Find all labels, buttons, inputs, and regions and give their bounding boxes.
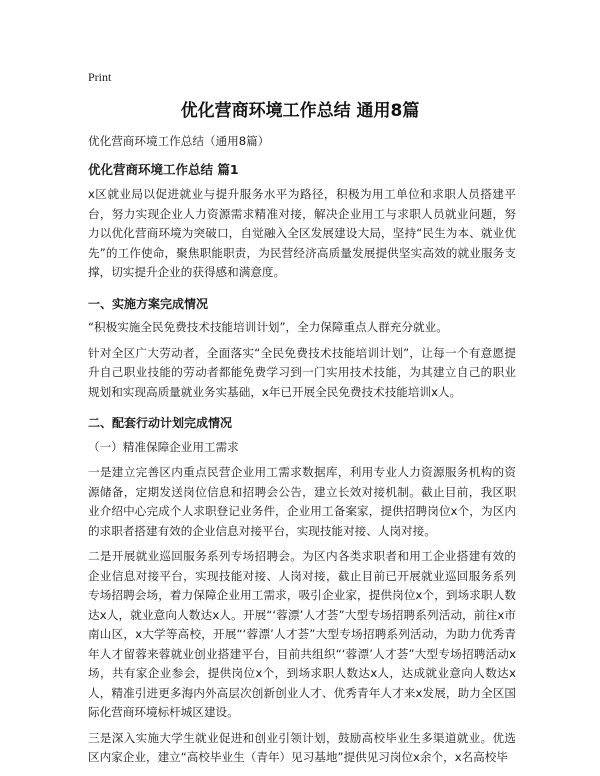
section-heading-2: 二、配套行动计划完成情况	[88, 416, 233, 430]
section2-subheading: （一）精准保障企业用工需求	[88, 439, 239, 454]
page-title: 优化营商环境工作总结 通用8篇	[180, 101, 420, 121]
section1-paragraph: 针对全区广大劳动者，全面落实“全民免费技术技能培训计划”，让每一个有意愿提升自己职业技能的劳动者都能免费学习到一门实用技术技能，为其建立自己的职业规划和实现高质量就业务实基础，x年已开展全民免费技术技能培训x人。	[88, 345, 516, 399]
section2-paragraph-2: 二是开展就业巡回服务系列专场招聘会。为区内各类求职者和用工企业搭建有效的企业信息对接平台，实现技能对接、人岗对接，截止目前已开展就业巡回服务系列专场招聘会场，着力保障企业用工需求，吸引企业家，提供岗位x个，到场求职人数达x人，就业意向人数达x人。开展“‘蓉漂’人才荟”大型专场招聘系列活动，前往x市南山区，x大学等高校，开展“‘蓉漂’人才荟”大型专场招聘系列活动，为助力优秀青年人才留蓉来蓉就业创业搭建平台，目前共组织“‘蓉漂’人才荟”大型专场招聘活动x场，共有家企业参会，提供岗位x个，到场求职人数达x人，达成就业意向人数达x人，精准引进更多海内外高层次创新创业人才、优秀青年人才来x发展，助力全区国际化营商环境标杆城区建设。	[88, 549, 516, 719]
article-heading: 优化营商环境工作总结 篇1	[88, 161, 239, 177]
document-subtitle: 优化营商环境工作总结（通用8篇）	[88, 134, 270, 148]
document-body	[88, 132, 516, 774]
section1-quote: “积极实施全民免费技术技能培训计划”，全力保障重点人群充分就业。	[88, 320, 448, 334]
section2-paragraph-1: 一是建立完善区内重点民营企业用工需求数据库，利用专业人力资源服务机构的资源储备，定期发送岗位信息和招聘会公告，建立长效对接机制。截止目前，我区职业介绍中心完成个人求职登记业务件，企业用工备案家，提供招聘岗位x个，为区内的求职者搭建有效的企业信息对接平台，实现技能对接、人岗对接。	[88, 465, 516, 538]
section2-paragraph-3: 三是深入实施大学生就业促进和创业引领计划，鼓励高校毕业生多渠道就业。优选区内家企业，建立“高校毕业生（青年）见习基地”提供见习岗位x余个，x名高校毕	[88, 730, 516, 764]
print-label: Print	[88, 70, 112, 84]
intro-paragraph: x区就业局以促进就业与提升服务水平为路径，积极为用工单位和求职人员搭建平台，努力实现企业人力资源需求精准对接，解决企业用工与求职人员就业问题，努力以优化营商环境为突破口，自觉融入全区发展建设大局，坚持“民生为本、就业优先”的工作使命，聚焦职能职责，为民营经济高质量发展提供坚实高效的就业服务支撑，切实提升企业的获得感和满意度。	[88, 187, 516, 279]
section-heading-1: 一、实施方案完成情况	[88, 296, 209, 311]
